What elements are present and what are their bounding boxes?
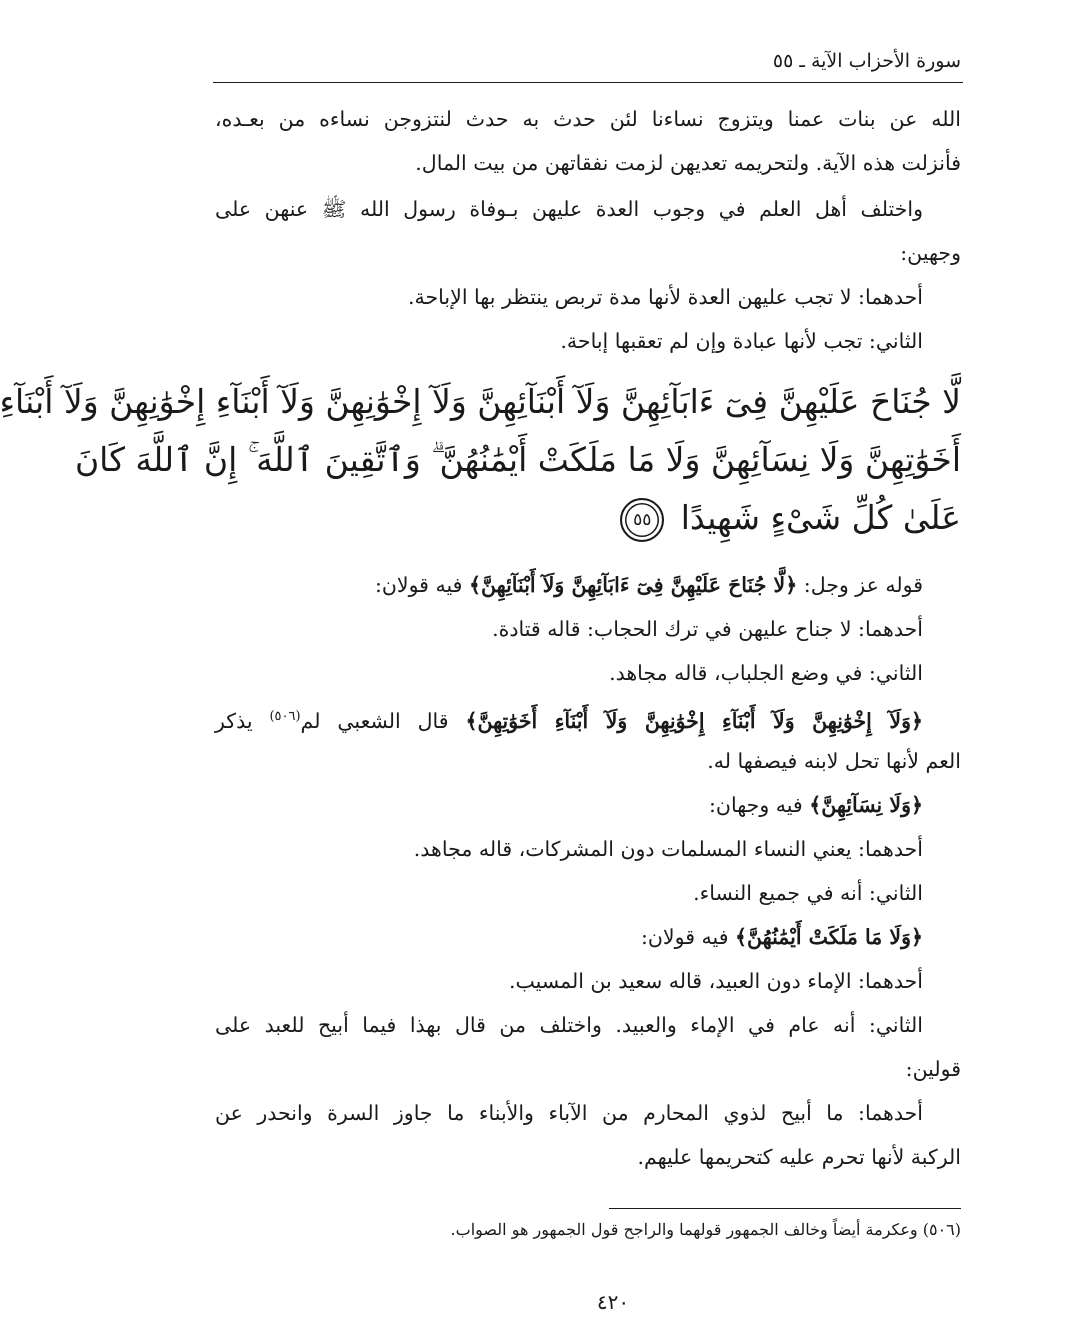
commentary-line: أحدهما: يعني النساء المسلمات دون المشركات، قاله مجاهد. bbox=[413, 837, 923, 861]
quran-verse-text: عَلَىٰ كُلِّ شَىْءٍ شَهِيدًا bbox=[680, 498, 961, 537]
ayah-number-marker: ٥٥ bbox=[620, 498, 664, 542]
commentary-line: الركبة لأنها تحرم عليه كتحريمها عليهم. bbox=[637, 1145, 961, 1169]
header-rule bbox=[213, 82, 963, 83]
commentary-text: فيه وجهان: bbox=[708, 793, 810, 817]
quran-verse-line bbox=[620, 496, 961, 544]
quranic-quote: ﴿لَّا جُنَاحَ عَلَيْهِنَّ فِىٓ ءَابَآئِهِنَّ وَلَآ أَبْنَآئِهِنَّ﴾ bbox=[469, 573, 798, 597]
commentary-line bbox=[375, 570, 923, 600]
commentary-text: يذكر bbox=[215, 708, 270, 733]
quranic-quote: ﴿وَلَآ إِخْوَٰنِهِنَّ وَلَآ أَبْنَآءِ إِخْوَٰنِهِنَّ وَلَآ أَبْنَآءِ أَخَوَٰتِهِنَّ﴾ bbox=[465, 708, 923, 733]
footnote-rule bbox=[609, 1208, 961, 1209]
commentary-line bbox=[215, 702, 923, 732]
body-line: أحدهما: لا تجب عليهن العدة لأنها مدة تربص ينتظر بها الإباحة. bbox=[408, 285, 923, 309]
commentary-text: فيه قولان: bbox=[374, 573, 469, 597]
body-line: فأنزلت هذه الآية. ولتحريمه تعديهن لزمت نفقاتهن من بيت المال. bbox=[415, 151, 961, 175]
body-line: الله عن بنات عمنا ويتزوج نساءنا لئن حدث به حدث لنتزوجن نساءه من بعـده، bbox=[215, 107, 961, 131]
commentary-line: قولين: bbox=[905, 1057, 961, 1081]
quran-verse-line: أَخَوَٰتِهِنَّ وَلَا نِسَآئِهِنَّ وَلَا مَا مَلَكَتْ أَيْمَٰنُهُنَّ ۗ وَٱتَّقِينَ ٱللَّهَ ۚ إِنَّ ٱللَّهَ كَانَ bbox=[74, 440, 961, 479]
footnote: (٥٠٦) وعكرمة أيضاً وخالف الجمهور قولهما والراجح قول الجمهور هو الصواب. bbox=[450, 1220, 961, 1239]
commentary-line: الثاني: أنه في جميع النساء. bbox=[693, 881, 923, 905]
commentary-line: الثاني: أنه عام في الإماء والعبيد. واختلف من قال بهذا فيما أبيح للعبد على bbox=[215, 1013, 923, 1037]
quranic-quote: ﴿وَلَا مَا مَلَكَتْ أَيْمَٰنُهُنَّ﴾ bbox=[735, 925, 923, 949]
commentary-text: قوله عز وجل: bbox=[797, 573, 923, 597]
quran-verse-line: لَّا جُنَاحَ عَلَيْهِنَّ فِىٓ ءَابَآئِهِنَّ وَلَآ أَبْنَآئِهِنَّ وَلَآ إِخْوَٰنِهِنَّ وَلَآ أَبْنَآءِ إِخْوَٰنِهِنَّ وَلَآ أَبْنَآءِ bbox=[0, 382, 961, 421]
footnote-reference[interactable]: (٥٠٦) bbox=[269, 709, 301, 724]
body-line: وجهين: bbox=[900, 241, 961, 265]
body-line: الثاني: تجب لأنها عبادة وإن لم تعقبها إباحة. bbox=[560, 329, 923, 353]
commentary-line bbox=[709, 790, 923, 820]
commentary-line: أحدهما: ما أبيح لذوي المحارم من الآباء والأبناء ما جاوز السرة وانحدر عن bbox=[215, 1101, 923, 1125]
commentary-text: قال الشعبي لم bbox=[300, 708, 466, 733]
commentary-line: أحدهما: لا جناح عليهن في ترك الحجاب: قاله قتادة. bbox=[492, 617, 923, 641]
commentary-line bbox=[641, 922, 923, 952]
page-number: ٤٢٠ bbox=[596, 1290, 630, 1314]
running-header: سورة الأحزاب الآية ـ ٥٥ bbox=[772, 50, 961, 72]
quranic-quote: ﴿وَلَا نِسَآئِهِنَّ﴾ bbox=[809, 793, 923, 817]
commentary-line: الثاني: في وضع الجلباب، قاله مجاهد. bbox=[609, 661, 923, 685]
commentary-line: العم لأنها تحل لابنه فيصفها له. bbox=[707, 749, 961, 773]
commentary-line: أحدهما: الإماء دون العبيد، قاله سعيد بن المسيب. bbox=[509, 969, 923, 993]
commentary-text: فيه قولان: bbox=[640, 925, 736, 949]
body-line: واختلف أهل العلم في وجوب العدة عليهن بـوفاة رسول الله ﷺ عنهن على bbox=[215, 197, 923, 221]
